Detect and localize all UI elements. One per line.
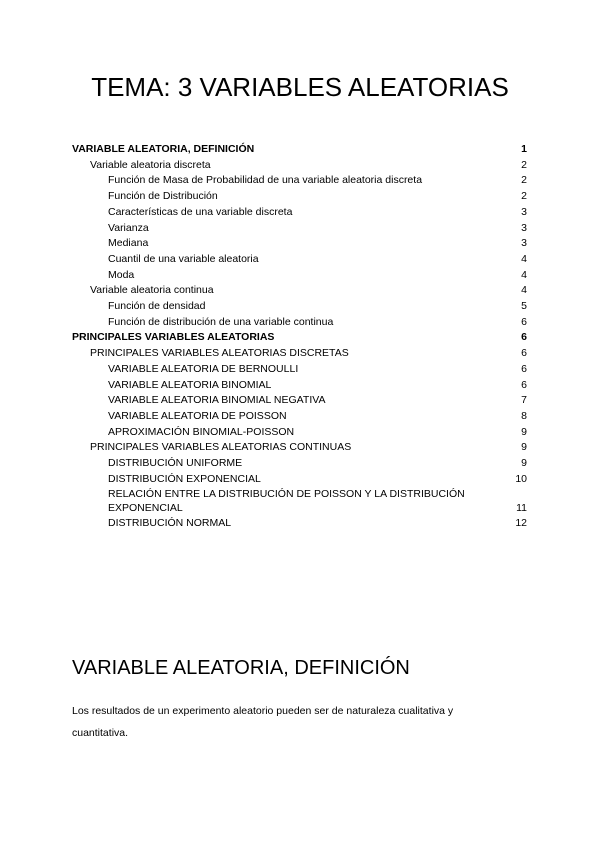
toc-entry-label: DISTRIBUCIÓN EXPONENCIAL (108, 472, 261, 485)
toc-entry-page-number: 3 (521, 237, 527, 250)
toc-entry-label: Mediana (108, 237, 149, 250)
toc-entry-page-number: 2 (521, 190, 527, 203)
toc-entry-label: Varianza (108, 221, 149, 234)
toc-entry[interactable] (72, 330, 527, 346)
toc-entry[interactable] (72, 516, 527, 532)
toc-entry-label: Características de una variable discreta (108, 205, 293, 218)
toc-entry-page-number: 3 (521, 221, 527, 234)
toc-entry-page-number: 1 (521, 143, 527, 155)
toc-entry-page-number: 10 (515, 472, 527, 485)
toc-entry-page-number: 9 (521, 457, 527, 470)
toc-entry-page-number: 4 (521, 268, 527, 281)
toc-entry-page-number: 6 (521, 362, 527, 375)
body-paragraph: Los resultados de un experimento aleatorio pueden ser de naturaleza cualitativa y cuantitativa. (72, 705, 454, 739)
toc-entry[interactable] (72, 362, 527, 378)
toc-entry-page-number: 9 (521, 425, 527, 438)
toc-entry-label: PRINCIPALES VARIABLES ALEATORIAS DISCRETAS (90, 347, 349, 360)
toc-entry[interactable] (72, 236, 527, 252)
toc-entry-page-number: 8 (521, 409, 527, 422)
toc-entry[interactable] (72, 283, 527, 299)
toc-entry[interactable] (72, 346, 527, 362)
toc-entry-label: DISTRIBUCIÓN UNIFORME (108, 457, 243, 470)
toc-entry[interactable] (72, 189, 527, 205)
toc-entry-page-number: 2 (521, 174, 527, 187)
toc-entry-label: VARIABLE ALEATORIA BINOMIAL (108, 378, 272, 391)
toc-entry-label: PRINCIPALES VARIABLES ALEATORIAS (72, 331, 275, 344)
toc-entry-page-number: 6 (521, 315, 527, 328)
toc-entry-page-number: 7 (521, 394, 527, 407)
toc-entry-page-number: 4 (521, 284, 527, 297)
toc-entry-label: Función de densidad (108, 300, 206, 313)
toc-entry[interactable] (72, 409, 527, 425)
toc-entry-label: Variable aleatoria discreta (90, 158, 211, 171)
toc-entry-page-number: 6 (521, 347, 527, 360)
toc-entry-label: PRINCIPALES VARIABLES ALEATORIAS CONTINUAS (90, 441, 352, 454)
table-of-contents (72, 142, 527, 532)
toc-entry[interactable] (72, 142, 527, 158)
toc-entry[interactable] (72, 252, 527, 268)
toc-entry[interactable] (72, 315, 527, 331)
toc-entry[interactable] (72, 268, 527, 284)
toc-entry-label: DISTRIBUCIÓN NORMAL (108, 517, 232, 530)
toc-entry-label: VARIABLE ALEATORIA, DEFINICIÓN (72, 143, 255, 155)
toc-entry-label: VARIABLE ALEATORIA BINOMIAL NEGATIVA (108, 394, 326, 407)
section-heading: VARIABLE ALEATORIA, DEFINICIÓN (72, 657, 410, 679)
toc-entry-label: Cuantil de una variable aleatoria (108, 252, 259, 265)
toc-entry-page-number: 6 (521, 378, 527, 391)
toc-entry-page-number: 12 (515, 517, 527, 530)
toc-entry[interactable] (72, 472, 527, 488)
toc-entry[interactable] (72, 221, 527, 237)
toc-entry-label: Moda (108, 268, 135, 281)
toc-entry[interactable] (72, 425, 527, 441)
toc-entry[interactable] (72, 173, 527, 189)
toc-entry[interactable] (72, 158, 527, 174)
toc-entry[interactable] (72, 299, 527, 315)
toc-entry-page-number: 9 (521, 441, 527, 454)
toc-entry-page-number: 4 (521, 252, 527, 265)
toc-entry-label: Variable aleatoria continua (90, 284, 214, 297)
toc-entry[interactable] (72, 393, 527, 409)
toc-entry[interactable] (72, 487, 527, 516)
toc-entry-label: RELACIÓN ENTRE LA DISTRIBUCIÓN DE POISSON Y LA DISTRIBUCIÓN EXPONENCIAL (108, 488, 465, 514)
toc-entry[interactable] (72, 205, 527, 221)
toc-entry-label: APROXIMACIÓN BINOMIAL-POISSON (108, 425, 295, 438)
toc-entry-page-number: 6 (521, 331, 527, 344)
document-title: TEMA: 3 VARIABLES ALEATORIAS (91, 72, 509, 102)
toc-entry-label: Función de distribución de una variable continua (108, 315, 334, 328)
toc-entry-page-number: 2 (521, 158, 527, 171)
toc-entry[interactable] (72, 440, 527, 456)
toc-entry[interactable] (72, 378, 527, 394)
toc-entry-label: VARIABLE ALEATORIA DE POISSON (108, 409, 287, 422)
toc-entry-label: Función de Distribución (108, 190, 218, 203)
toc-entry-label: VARIABLE ALEATORIA DE BERNOULLI (108, 362, 299, 375)
toc-entry-page-number: 3 (521, 205, 527, 218)
toc-entry-page-number: 5 (521, 300, 527, 313)
toc-entry[interactable] (72, 456, 527, 472)
toc-entry-page-number: 11 (516, 501, 527, 514)
toc-entry-label: Función de Masa de Probabilidad de una variable aleatoria discreta (108, 174, 423, 187)
